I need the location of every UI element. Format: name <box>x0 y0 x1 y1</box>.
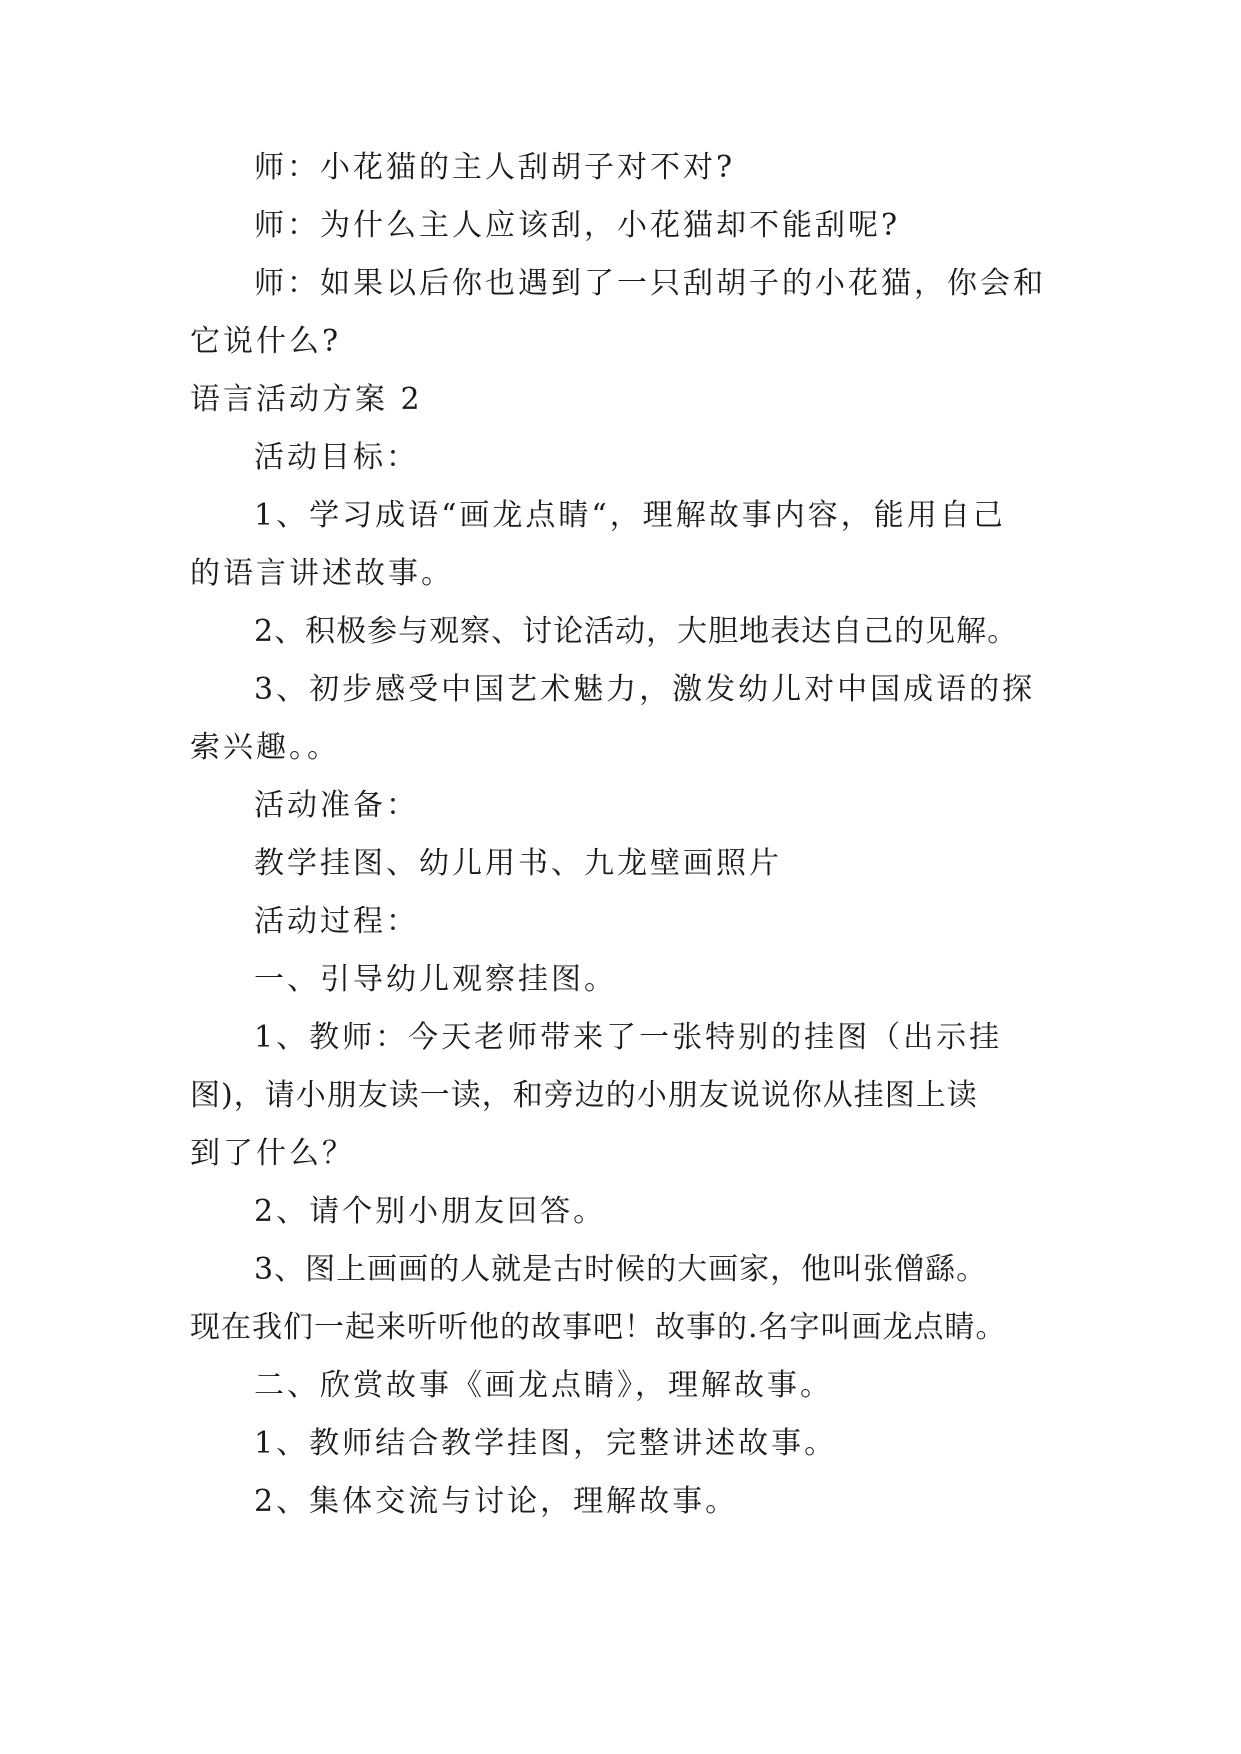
paragraph-line: 1、教师结合教学挂图，完整讲述故事。 <box>254 1426 838 1461</box>
paragraph-line: 1、学习成语“画龙点睛“，理解故事内容，能用自己 <box>254 498 1006 533</box>
paragraph-line: 3、初步感受中国艺术魅力，激发幼儿对中国成语的探 <box>254 672 1036 707</box>
paragraph-line: 师：为什么主人应该刮，小花猫却不能刮呢? <box>254 208 901 243</box>
paragraph-line: 3、图上画画的人就是古时候的大画家，他叫张僧繇。 <box>254 1252 988 1287</box>
paragraph-line: 到了什么？ <box>190 1136 355 1171</box>
paragraph-line: 师：小花猫的主人刮胡子对不对? <box>254 150 736 185</box>
paragraph-line: 现在我们一起来听听他的故事吧！故事的.名字叫画龙点睛。 <box>190 1310 1007 1345</box>
paragraph-line: 图)，请小朋友读一读，和旁边的小朋友说说你从挂图上读 <box>190 1078 978 1113</box>
section-heading: 语言活动方案 2 <box>190 382 423 417</box>
paragraph-line: 索兴趣。。 <box>190 730 340 765</box>
paragraph-line: 2、请个别小朋友回答。 <box>254 1194 607 1229</box>
paragraph-line: 活动准备： <box>254 788 419 823</box>
paragraph-line: 2、集体交流与讨论，理解故事。 <box>254 1484 739 1519</box>
paragraph-line: 的语言讲述故事。 <box>190 556 454 591</box>
paragraph-line: 2、积极参与观察、讨论活动，大胆地表达自己的见解。 <box>254 614 1019 649</box>
paragraph-line: 活动过程： <box>254 904 419 939</box>
paragraph-line: 师：如果以后你也遇到了一只刮胡子的小花猫，你会和 <box>254 266 1046 301</box>
paragraph-line: 活动目标： <box>254 440 419 475</box>
paragraph-line: 一、引导幼儿观察挂图。 <box>254 962 617 997</box>
paragraph-line: 1、教师：今天老师带来了一张特别的挂图（出示挂 <box>254 1020 1003 1055</box>
paragraph-line: 教学挂图、幼儿用书、九龙壁画照片 <box>254 846 782 881</box>
paragraph-line: 它说什么? <box>190 324 342 359</box>
paragraph-line: 二、欣赏故事《画龙点睛》，理解故事。 <box>254 1368 833 1403</box>
